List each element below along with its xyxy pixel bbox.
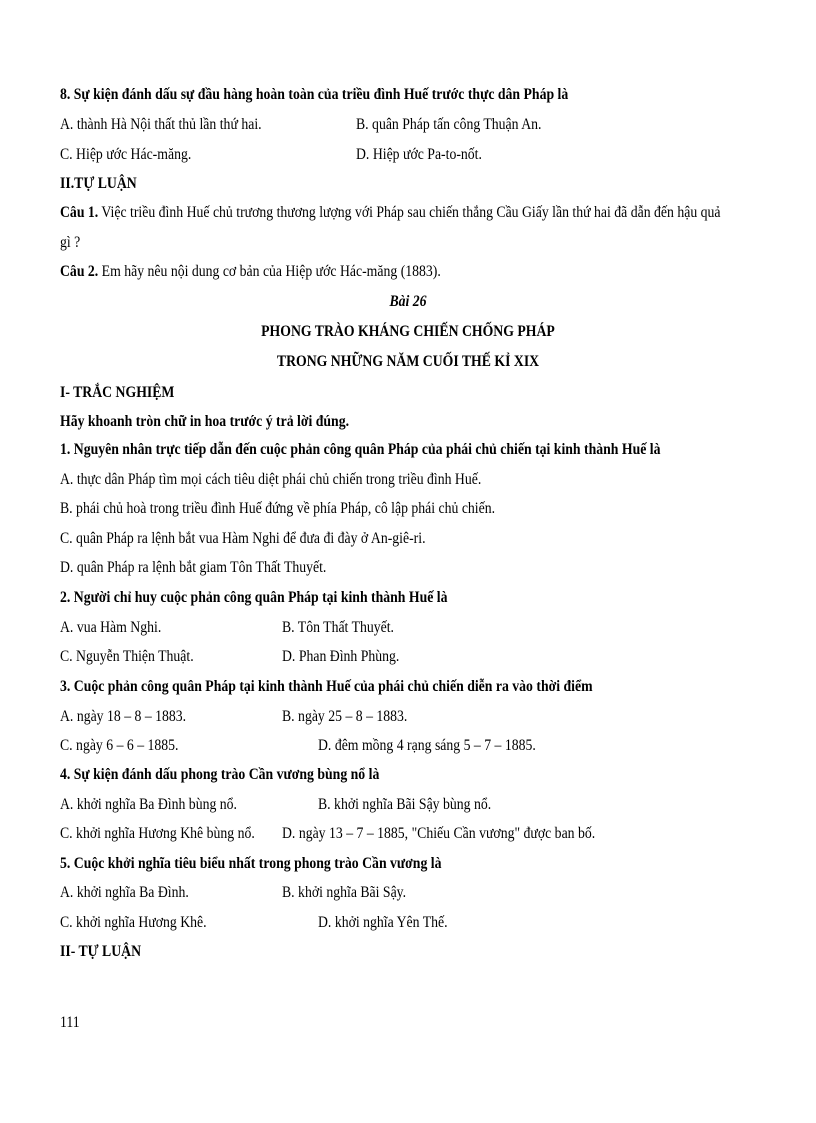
mcq-q4-option-c: C. khởi nghĩa Hương Khê bùng nổ. xyxy=(60,825,255,842)
mcq-question-5: 5. Cuộc khởi nghĩa tiêu biểu nhất trong phong trào Cần vương là xyxy=(60,855,442,872)
mcq-q4-option-a: A. khởi nghĩa Ba Đình bùng nổ. xyxy=(60,796,237,813)
essay-q2-text: Em hãy nêu nội dung cơ bản của Hiệp ước Hác-măng (1883). xyxy=(101,263,441,280)
question-8: 8. Sự kiện đánh dấu sự đầu hàng hoàn toàn của triều đình Huế trước thực dân Pháp là xyxy=(60,86,569,103)
mcq-heading: I- TRẮC NGHIỆM xyxy=(60,384,175,401)
mcq-q5-option-a: A. khởi nghĩa Ba Đình. xyxy=(60,884,189,901)
mcq-question-2: 2. Người chỉ huy cuộc phản công quân Pháp tại kinh thành Huế là xyxy=(60,589,448,606)
essay-q2-label: Câu 2. xyxy=(60,263,99,280)
mcq-q2-option-d: D. Phan Đình Phùng. xyxy=(282,648,400,665)
q8-option-b: B. quân Pháp tấn công Thuận An. xyxy=(356,116,542,133)
essay-q1 xyxy=(60,203,721,223)
mcq-q2-option-b: B. Tôn Thất Thuyết. xyxy=(282,619,394,636)
essay-q1-label: Câu 1. xyxy=(60,204,99,221)
mcq-q3-option-a: A. ngày 18 – 8 – 1883. xyxy=(60,708,187,725)
mcq-question-1: 1. Nguyên nhân trực tiếp dẫn đến cuộc phản công quân Pháp của phái chủ chiến tại kinh thành Huế là xyxy=(60,441,661,458)
mcq-q1-option-b: B. phái chủ hoà trong triều đình Huế đứng về phía Pháp, cô lập phái chủ chiến. xyxy=(60,500,496,517)
mcq-q1-option-a: A. thực dân Pháp tìm mọi cách tiêu diệt phái chủ chiến trong triều đình Huế. xyxy=(60,471,482,488)
essay-q1-text: Việc triều đình Huế chủ trương thương lượng với Pháp sau chiến thắng Cầu Giấy lần thứ hai đã dẫn đến hậu quả xyxy=(101,204,721,221)
mcq-q4-option-b: B. khởi nghĩa Bãi Sậy bùng nổ. xyxy=(318,796,492,813)
mcq-q1-option-d: D. quân Pháp ra lệnh bắt giam Tôn Thất Thuyết. xyxy=(60,559,327,576)
mcq-q2-option-c: C. Nguyễn Thiện Thuật. xyxy=(60,648,194,665)
lesson-title-line-1: PHONG TRÀO KHÁNG CHIẾN CHỐNG PHÁP xyxy=(261,323,555,340)
mcq-question-3: 3. Cuộc phản công quân Pháp tại kinh thành Huế của phái chủ chiến diễn ra vào thời điểm xyxy=(60,678,593,695)
mcq-q5-option-c: C. khởi nghĩa Hương Khê. xyxy=(60,914,207,931)
essay-q2 xyxy=(60,262,441,282)
mcq-q3-option-b: B. ngày 25 – 8 – 1883. xyxy=(282,708,408,725)
mcq-q4-option-d: D. ngày 13 – 7 – 1885, "Chiếu Cần vương" được ban bố. xyxy=(282,825,596,842)
mcq-q3-option-c: C. ngày 6 – 6 – 1885. xyxy=(60,737,179,754)
essay-q1-continuation: gì ? xyxy=(60,234,81,251)
lesson-title-line-2: TRONG NHỮNG NĂM CUỐI THẾ KỈ XIX xyxy=(276,353,540,370)
mcq-instruction: Hãy khoanh tròn chữ in hoa trước ý trả lời đúng. xyxy=(60,413,350,430)
lesson-number: Bài 26 xyxy=(389,293,427,310)
mcq-q1-option-c: C. quân Pháp ra lệnh bắt vua Hàm Nghi để đưa đi đày ở An-giê-ri. xyxy=(60,530,426,547)
q8-option-a: A. thành Hà Nội thất thủ lần thứ hai. xyxy=(60,116,262,133)
q8-option-d: D. Hiệp ước Pa-to-nốt. xyxy=(356,146,482,163)
mcq-question-4: 4. Sự kiện đánh dấu phong trào Cần vương bùng nổ là xyxy=(60,766,380,783)
mcq-q5-option-b: B. khởi nghĩa Bãi Sậy. xyxy=(282,884,407,901)
page-number: 111 xyxy=(60,1014,80,1031)
mcq-q2-option-a: A. vua Hàm Nghi. xyxy=(60,619,162,636)
mcq-q3-option-d: D. đêm mồng 4 rạng sáng 5 – 7 – 1885. xyxy=(318,737,536,754)
essay-heading: II- TỰ LUẬN xyxy=(60,943,142,960)
mcq-q5-option-d: D. khởi nghĩa Yên Thế. xyxy=(318,914,448,931)
q8-option-c: C. Hiệp ước Hác-măng. xyxy=(60,146,192,163)
essay-heading-prev: II.TỰ LUẬN xyxy=(60,175,137,192)
